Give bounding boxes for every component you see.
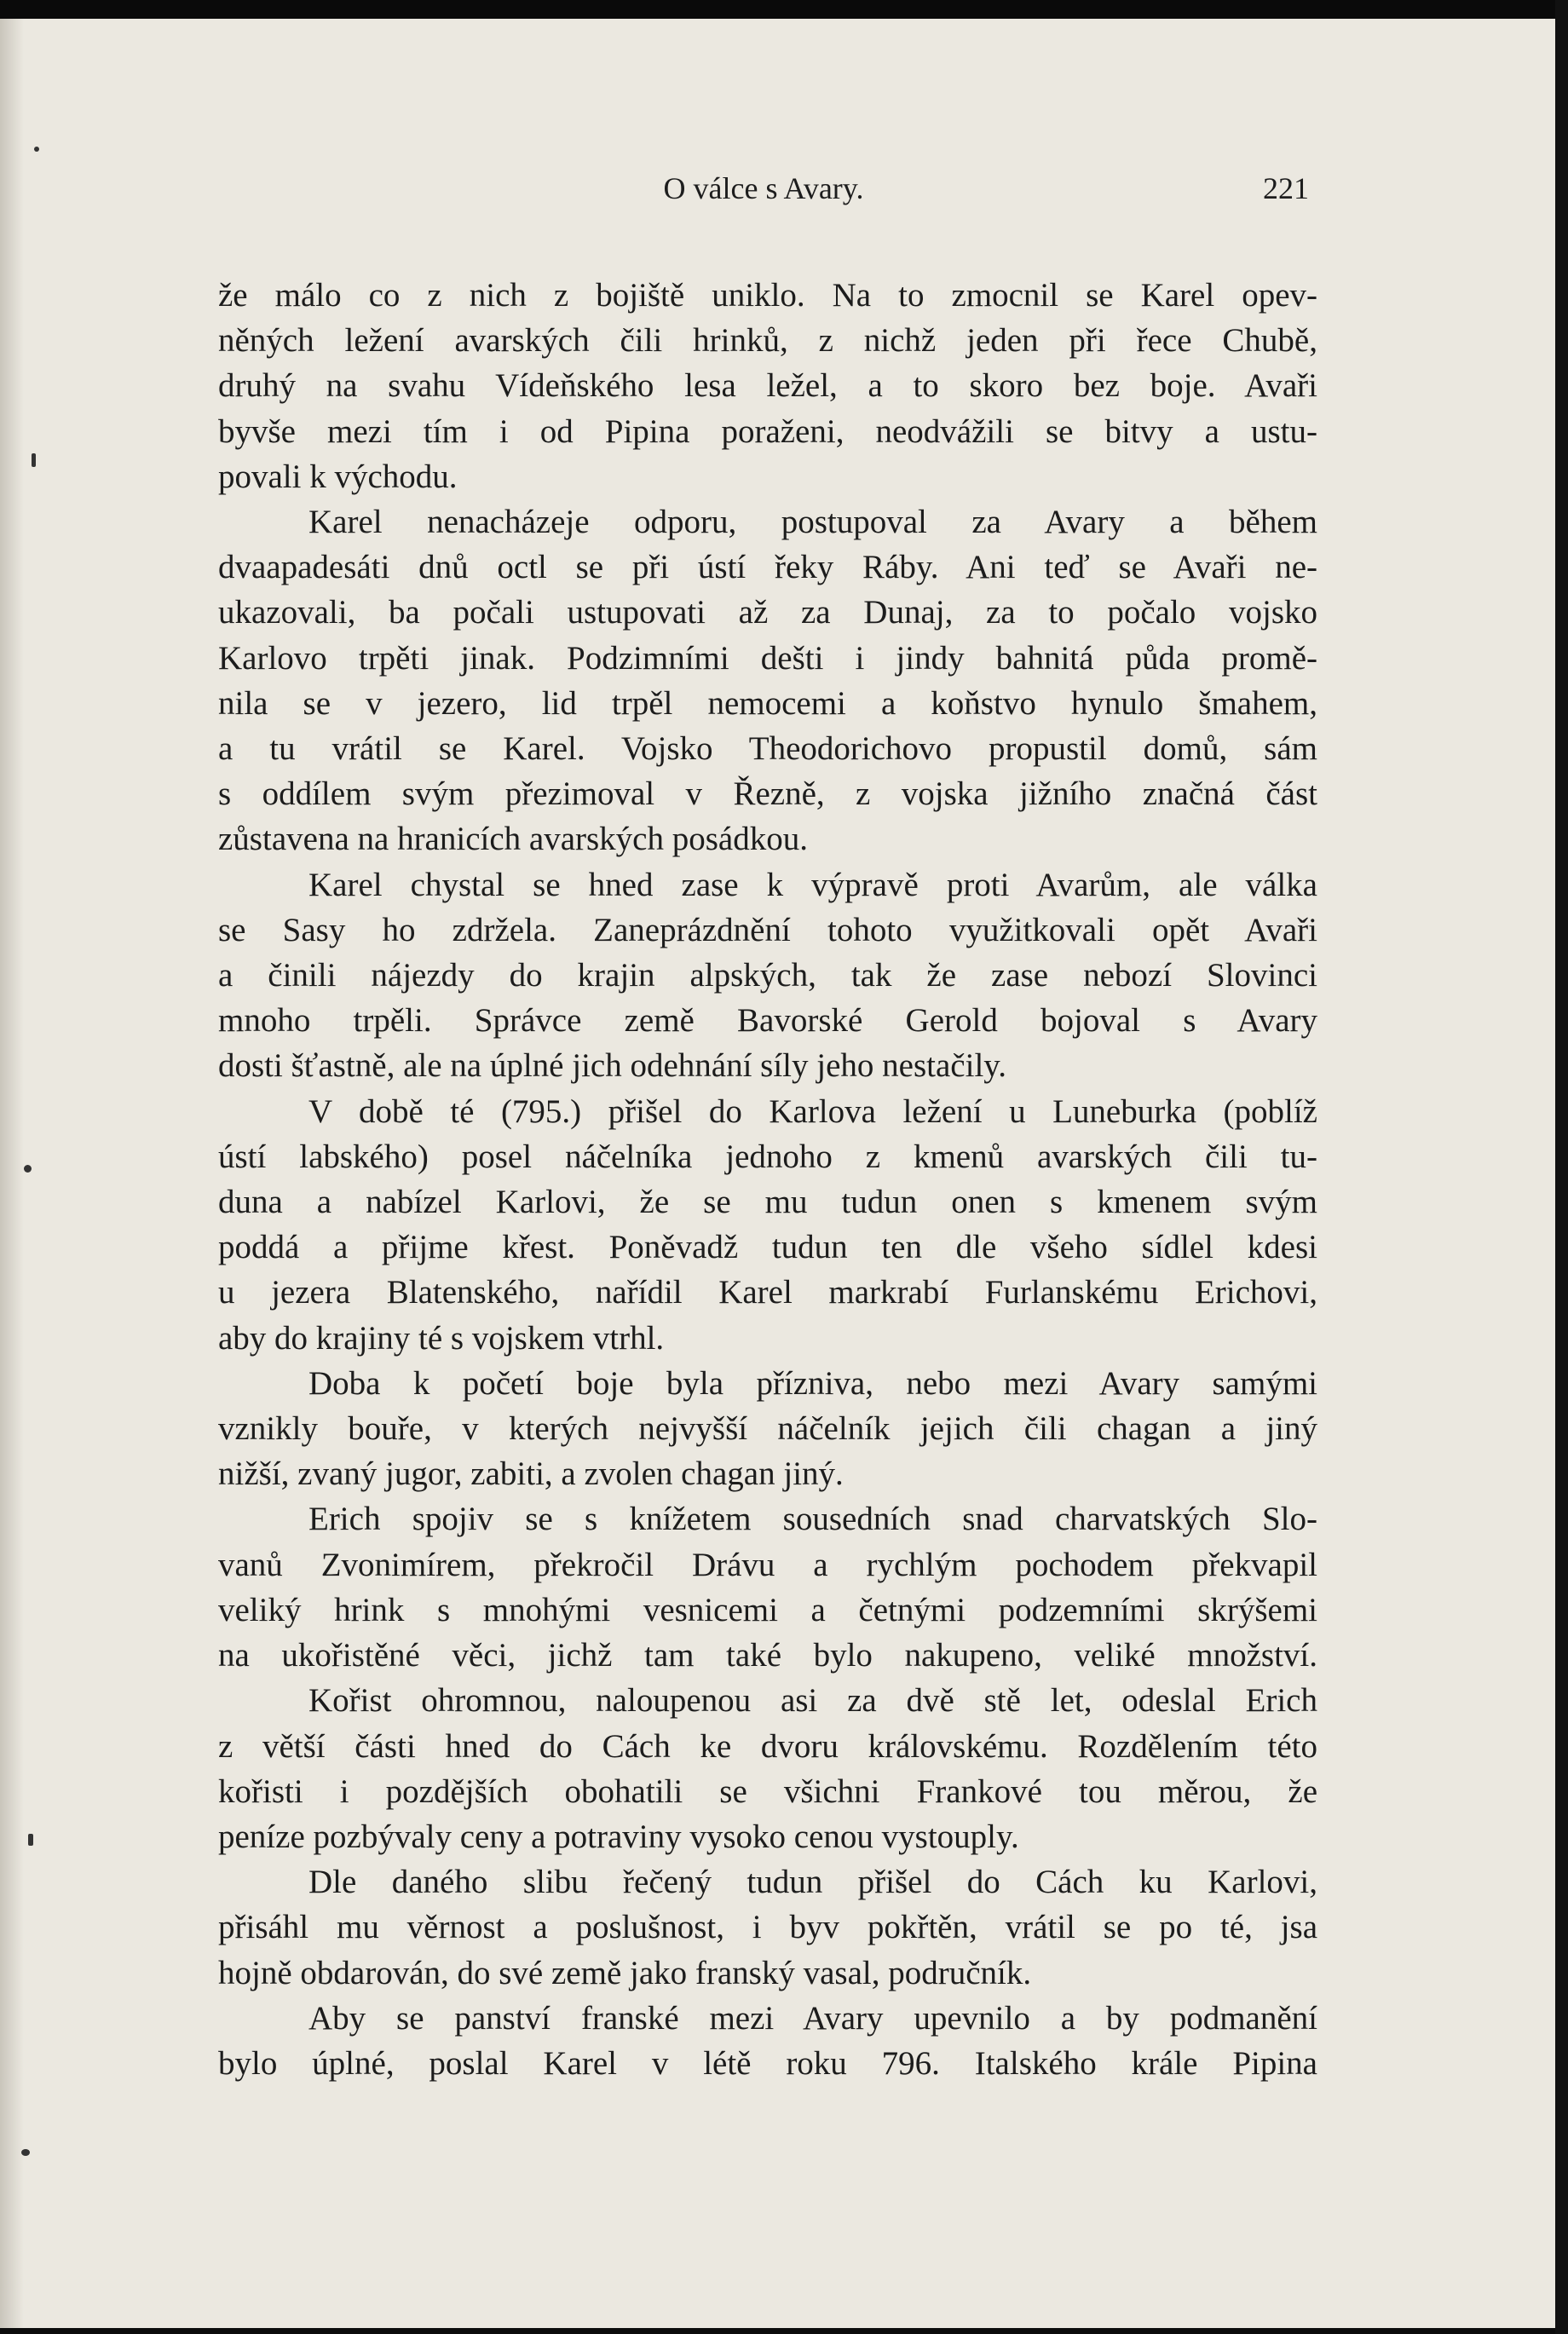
paragraph <box>218 1678 1317 1859</box>
paragraph <box>218 1859 1317 1996</box>
scan-speck <box>34 147 39 152</box>
text-line: kořisti i pozdějších obohatili se všichni Frankové tou měrou, že <box>218 1772 1317 1810</box>
scan-speck <box>32 453 36 467</box>
scan-speck <box>21 2149 30 2156</box>
book-page <box>0 19 1555 2328</box>
text-line: Karlovo trpěti jinak. Podzimními dešti i jindy bahnitá půda promě- <box>218 639 1317 677</box>
page-gutter-shadow <box>0 19 24 2328</box>
paragraph <box>218 862 1317 1089</box>
text-line: Karel chystal se hned zase k výpravě proti Avarům, ale válka <box>308 866 1317 903</box>
paragraph <box>218 1996 1317 2086</box>
body-text <box>218 273 1317 2086</box>
text-line: a tu vrátil se Karel. Vojsko Theodorichovo propustil domů, sám <box>218 730 1317 768</box>
text-line: byvše mezi tím i od Pipina poraženi, neodvážili se bitvy a ustu- <box>218 412 1317 450</box>
text-line: u jezera Blatenského, nařídil Karel markrabí Furlanskému Erichovi, <box>218 1274 1317 1311</box>
text-line: z větší části hned do Cách ke dvoru královskému. Rozdělením této <box>218 1727 1317 1765</box>
text-line: dvaapadesáti dnů octl se při ústí řeky Ráby. Ani teď se Avaři ne- <box>218 549 1317 586</box>
text-line: vanů Zvonimírem, překročil Drávu a rychlým pochodem překvapil <box>218 1546 1317 1583</box>
text-line: druhý na svahu Vídeňského lesa ležel, a to skoro bez boje. Avaři <box>218 367 1317 405</box>
text-line: Doba k početí boje byla přízniva, nebo mezi Avary samými <box>308 1364 1317 1402</box>
text-line: povali k východu. <box>218 458 458 495</box>
paragraph <box>218 1496 1317 1678</box>
scan-speck <box>24 1165 32 1173</box>
text-line: Dle daného slibu řečený tudun přišel do Cách ku Karlovi, <box>308 1864 1317 1901</box>
text-line: dosti šťastně, ale na úplné jich odehnání síly jeho nestačily. <box>218 1047 1006 1085</box>
text-line: mnoho trpěli. Správce země Bavorské Gerold bojoval s Avary <box>218 1002 1317 1040</box>
text-line: přisáhl mu věrnost a poslušnost, i byv pokřtěn, vrátil se po té, jsa <box>218 1909 1317 1946</box>
text-line: Karel nenacházeje odporu, postupoval za Avary a během <box>308 504 1317 541</box>
scan-border-right <box>1555 0 1568 2334</box>
text-line: Erich spojiv se s knížetem sousedních snad charvatských Slo- <box>308 1501 1317 1538</box>
paragraph <box>218 1089 1317 1361</box>
paragraph <box>218 273 1317 499</box>
page-header <box>218 170 1309 222</box>
text-line: že málo co z nich z bojiště uniklo. Na to zmocnil se Karel opev- <box>218 277 1317 314</box>
running-title: O válce s Avary. <box>663 171 864 205</box>
scan-speck <box>28 1834 33 1846</box>
text-line: duna a nabízel Karlovi, že se mu tudun onen s kmenem svým <box>218 1184 1317 1221</box>
text-line: s oddílem svým přezimoval v Řezně, z vojska jižního značná část <box>218 775 1317 813</box>
text-line: vznikly bouře, v kterých nejvyšší náčelník jejich čili chagan a jiný <box>218 1410 1317 1448</box>
text-line: nila se v jezero, lid trpěl nemocemi a koňstvo hynulo šmahem, <box>218 684 1317 722</box>
text-line: poddá a přijme křest. Poněvadž tudun ten dle všeho sídlel kdesi <box>218 1229 1317 1266</box>
text-line: V době té (795.) přišel do Karlova ležení u Luneburka (poblíž <box>308 1092 1317 1130</box>
text-line: aby do krajiny té s vojskem vtrhl. <box>218 1319 665 1357</box>
paragraph <box>218 1361 1317 1497</box>
text-line: něných ležení avarských čili hrinků, z nichž jeden při řece Chubě, <box>218 322 1317 360</box>
text-line: zůstavena na hranicích avarských posádkou. <box>218 821 808 858</box>
text-line: se Sasy ho zdržela. Zaneprázdnění tohoto využitkovali opět Avaři <box>218 911 1317 948</box>
text-line: veliký hrink s mnohými vesnicemi a četnými podzemními skrýšemi <box>218 1591 1317 1628</box>
scan-border-top <box>0 0 1568 19</box>
text-line: peníze pozbývaly ceny a potraviny vysoko cenou vystouply. <box>218 1818 1019 1855</box>
text-line: bylo úplné, poslal Karel v létě roku 796. Italského krále Pipina <box>218 2044 1317 2082</box>
text-line: a činili nájezdy do krajin alpských, tak že zase nebozí Slovinci <box>218 957 1317 994</box>
paragraph <box>218 499 1317 862</box>
text-line: ústí labského) posel náčelníka jednoho z kmenů avarských čili tu- <box>218 1138 1317 1175</box>
text-line: Aby se panství franské mezi Avary upevnilo a by podmanění <box>308 1999 1317 2037</box>
text-line: Kořist ohromnou, naloupenou asi za dvě stě let, odeslal Erich <box>308 1682 1317 1720</box>
page-number: 221 <box>1263 171 1309 205</box>
text-line: hojně obdarován, do své země jako franský vasal, područník. <box>218 1954 1032 1991</box>
text-line: na ukořistěné věci, jichž tam také bylo nakupeno, veliké množství. <box>218 1637 1317 1674</box>
text-line: ukazovali, ba počali ustupovati až za Dunaj, za to počalo vojsko <box>218 594 1317 631</box>
text-line: nižší, zvaný jugor, zabiti, a zvolen chagan jiný. <box>218 1455 844 1493</box>
